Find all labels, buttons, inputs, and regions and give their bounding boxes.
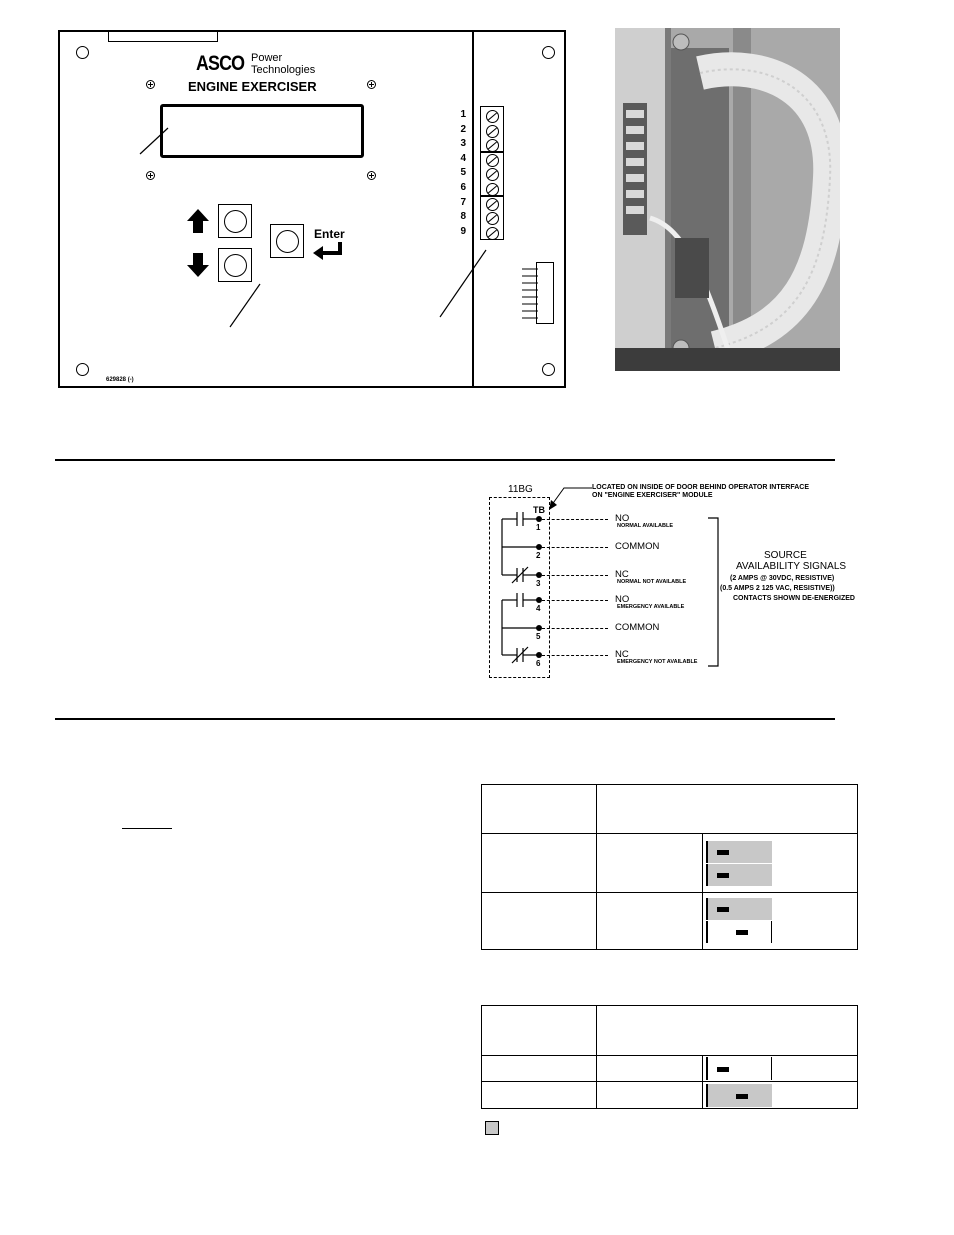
- contact-number: 2: [536, 551, 541, 560]
- terminal-screw: [486, 198, 499, 211]
- signal-wire: [542, 547, 608, 548]
- table1-row1-b: [596, 833, 703, 893]
- contact-description: NORMAL AVAILABLE: [617, 523, 674, 529]
- table2-header-left: [481, 1005, 597, 1056]
- contact-number: 6: [536, 659, 541, 668]
- contact-name: NO: [615, 513, 630, 524]
- contact-number: 3: [536, 579, 541, 588]
- module-title: ENGINE EXERCISER: [188, 79, 317, 94]
- led-shade-3: [706, 898, 772, 920]
- signals-rating-2: (0.5 AMPS 2 125 VAC, RESISTIVE)): [720, 585, 835, 592]
- legend-shade-swatch: [485, 1121, 499, 1135]
- contact-number: 1: [536, 523, 541, 532]
- contact-wiring: [490, 505, 610, 675]
- contact-name: NC: [615, 569, 629, 580]
- led-indicator-6: [736, 1094, 748, 1099]
- signals-rating-3: CONTACTS SHOWN DE-ENERGIZED: [733, 595, 855, 602]
- led-indicator-3: [717, 907, 729, 912]
- table2-row2-a: [481, 1081, 597, 1109]
- location-note-1: LOCATED ON INSIDE OF DOOR BEHIND OPERATOR INTERFACE: [592, 484, 810, 491]
- table1-row2-b: [596, 892, 703, 950]
- note-leader-arrow-icon: [548, 486, 596, 512]
- signals-title-2: AVAILABILITY SIGNALS: [736, 561, 847, 572]
- terminal-screw: [486, 183, 499, 196]
- side-connector: [536, 262, 554, 324]
- table2-header-right: [596, 1005, 858, 1056]
- led-shade-2: [706, 864, 772, 886]
- signal-wire: [542, 519, 608, 520]
- side-connector-pins: [522, 266, 538, 322]
- contact-name: NO: [615, 594, 630, 605]
- contact-description: EMERGENCY AVAILABLE: [617, 604, 685, 610]
- terminal-number: 9: [460, 225, 466, 237]
- signals-bracket: [706, 516, 720, 668]
- section-divider-1: [55, 459, 835, 461]
- table1-row1-a: [481, 833, 597, 893]
- table2-row2-b: [596, 1081, 703, 1109]
- table2-row1-a: [481, 1055, 597, 1082]
- led-unshaded-5: [706, 1057, 772, 1080]
- led-indicator-5: [717, 1067, 729, 1072]
- signal-wire: [542, 628, 608, 629]
- signals-rating-1: (2 AMPS @ 30VDC, RESISTIVE): [730, 575, 835, 582]
- terminal-number: 6: [460, 182, 466, 193]
- terminal-number: 8: [460, 211, 466, 223]
- led-indicator-1: [717, 850, 729, 855]
- underline-mark: [122, 828, 172, 829]
- terminal-screw: [486, 154, 499, 167]
- table1-header-right: [596, 784, 858, 834]
- contact-number: 4: [536, 604, 541, 613]
- terminal-dot: [536, 572, 542, 578]
- terminal-screw: [486, 125, 499, 138]
- terminal-number: 3: [460, 138, 466, 150]
- brand-line-1: Power: [251, 52, 283, 64]
- module-label: 11BG: [508, 484, 533, 495]
- part-number: 629828 (-): [106, 377, 134, 383]
- brand-logo: ASCO: [196, 52, 245, 75]
- terminal-dot: [536, 544, 542, 550]
- led-indicator-2: [717, 873, 729, 878]
- table1-row2-a: [481, 892, 597, 950]
- location-note-2: ON "ENGINE EXERCISER" MODULE: [592, 492, 713, 499]
- enter-label: Enter: [314, 227, 345, 241]
- terminal-number: 7: [460, 196, 466, 208]
- contact-number: 5: [536, 632, 541, 641]
- table2-row1-b: [596, 1055, 703, 1082]
- terminal-screw: [486, 227, 499, 240]
- signal-wire: [542, 575, 608, 576]
- terminal-number: 1: [460, 109, 466, 120]
- led-shade-1: [706, 841, 772, 863]
- signal-wire: [542, 600, 608, 601]
- terminal-screw: [486, 110, 499, 123]
- terminal-dot: [536, 652, 542, 658]
- terminal-dot: [536, 516, 542, 522]
- tb-label: TB: [533, 505, 545, 515]
- terminal-number: 4: [460, 152, 466, 164]
- terminal-dot: [536, 625, 542, 631]
- terminal-number: 2: [460, 123, 466, 135]
- section-divider-2: [55, 718, 835, 720]
- contact-name: NC: [615, 649, 629, 660]
- photo-illustration: [615, 28, 840, 371]
- table1-header-left: [481, 784, 597, 834]
- contact-name: COMMON: [615, 541, 660, 552]
- signal-wire: [542, 655, 608, 656]
- terminal-number: 5: [460, 167, 466, 179]
- module-dashed-box: [489, 497, 550, 678]
- brand-line-2: Technologies: [251, 64, 316, 76]
- contact-name: COMMON: [615, 622, 660, 633]
- contact-description: EMERGENCY NOT AVAILABLE: [617, 659, 698, 665]
- terminal-dot: [536, 597, 542, 603]
- module-photo: [615, 28, 840, 371]
- signals-title-1: SOURCE: [764, 550, 807, 561]
- engine-exerciser-module-drawing: [58, 30, 566, 388]
- contact-description: NORMAL NOT AVAILABLE: [617, 579, 687, 585]
- led-indicator-4: [736, 930, 748, 935]
